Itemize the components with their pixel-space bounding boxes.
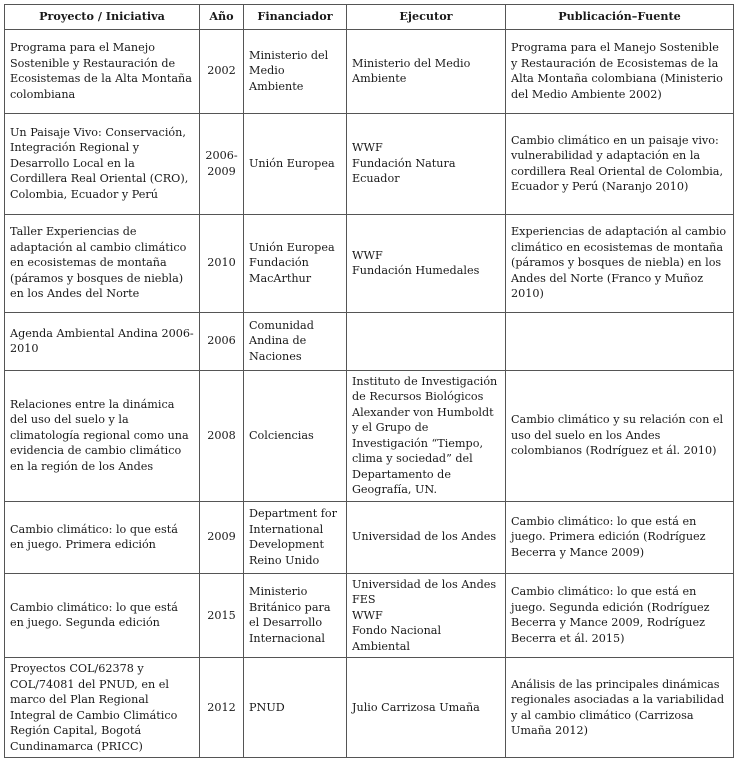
table-header	[5, 5, 734, 30]
cell-ejecutor	[347, 29, 506, 113]
ejecutor-line: Universidad de los Andes	[352, 577, 497, 591]
cell-proyecto: Proyectos COL/62378 y COL/74081 del PNUD, en el marco del Plan Regional Integral de Cambio Climático Región Capital, Bogotá Cundinamarca (PRICC)	[5, 658, 200, 758]
cell-proyecto: Taller Experiencias de adaptación al cambio climático en ecosistemas de montaña (páramos y bosques de niebla) en los Andes del Norte	[5, 214, 200, 312]
cell-proyecto: Agenda Ambiental Andina 2006-2010	[5, 312, 200, 370]
cell-proyecto: Relaciones entre la dinámica del uso del suelo y la climatología regional como una evidencia de cambio climático en la región de los Andes	[5, 370, 200, 501]
cell-publicacion: Cambio climático: lo que está en juego. Segunda edición (Rodríguez Becerra y Mance 2009, Rodríguez Becerra et ál. 2015)	[506, 573, 734, 658]
projects-table	[4, 4, 734, 758]
table-row	[5, 113, 734, 214]
cell-anio: 2006-2009	[200, 113, 244, 214]
ejecutor-line: WWF	[352, 141, 383, 155]
ejecutor-line: Instituto de Investigación de Recursos Biológicos Alexander von Humboldt y el Grupo de Investigación “Tiempo, clima y sociedad” del Departamento de Geografía, UN.	[352, 374, 498, 496]
ejecutor-line: Universidad de los Andes	[352, 530, 497, 544]
cell-financiador: Comunidad Andina de Naciones	[244, 312, 347, 370]
cell-anio: 2015	[200, 573, 244, 658]
cell-ejecutor	[347, 573, 506, 658]
cell-ejecutor	[347, 370, 506, 501]
ejecutor-line: Fundación Natura Ecuador	[352, 156, 456, 186]
table-row	[5, 214, 734, 312]
cell-financiador: PNUD	[244, 658, 347, 758]
cell-anio: 2012	[200, 658, 244, 758]
cell-publicacion: Programa para el Manejo Sostenible y Restauración de Ecosistemas de la Alta Montaña colombiana (Ministerio del Medio Ambiente 2002)	[506, 29, 734, 113]
cell-proyecto: Programa para el Manejo Sostenible y Restauración de Ecosistemas de la Alta Montaña colombiana	[5, 29, 200, 113]
cell-anio: 2010	[200, 214, 244, 312]
cell-publicacion: Cambio climático y su relación con el uso del suelo en los Andes colombianos (Rodríguez et ál. 2010)	[506, 370, 734, 501]
header-row	[5, 5, 734, 30]
table-row	[5, 658, 734, 758]
ejecutor-line: FES	[352, 593, 376, 606]
header-financiador: Financiador	[244, 5, 347, 30]
cell-ejecutor	[347, 113, 506, 214]
header-anio: Año	[200, 5, 244, 30]
cell-proyecto: Un Paisaje Vivo: Conservación, Integración Regional y Desarrollo Local en la Cordillera Real Oriental (CRO), Colombia, Ecuador y Perú	[5, 113, 200, 214]
ejecutor-line: Fondo Nacional Ambiental	[352, 624, 442, 653]
cell-financiador: Colciencias	[244, 370, 347, 501]
cell-financiador: Unión Europea Fundación MacArthur	[244, 214, 347, 312]
cell-financiador: Ministerio del Medio Ambiente	[244, 29, 347, 113]
cell-publicacion: Análisis de las principales dinámicas regionales asociadas a la variabilidad y al cambio climático (Carrizosa Umaña 2012)	[506, 658, 734, 758]
cell-financiador: Unión Europea	[244, 113, 347, 214]
table-row	[5, 370, 734, 501]
cell-ejecutor	[347, 501, 506, 573]
cell-anio: 2002	[200, 29, 244, 113]
header-proyecto: Proyecto / Iniciativa	[5, 5, 200, 30]
table-row	[5, 29, 734, 113]
projects-table-container	[4, 4, 733, 758]
table-body	[5, 29, 734, 758]
cell-publicacion	[506, 312, 734, 370]
cell-publicacion: Cambio climático: lo que está en juego. Primera edición (Rodríguez Becerra y Mance 2009)	[506, 501, 734, 573]
cell-ejecutor	[347, 312, 506, 370]
table-row	[5, 312, 734, 370]
cell-financiador: Ministerio Británico para el Desarrollo Internacional	[244, 573, 347, 658]
cell-publicacion: Cambio climático en un paisaje vivo: vulnerabilidad y adaptación en la cordillera Real Oriental de Colombia, Ecuador y Perú (Naranjo 2010)	[506, 113, 734, 214]
cell-financiador: Department for International Development Reino Unido	[244, 501, 347, 573]
cell-anio: 2006	[200, 312, 244, 370]
ejecutor-line: WWF	[352, 248, 383, 262]
cell-proyecto: Cambio climático: lo que está en juego. Primera edición	[5, 501, 200, 573]
cell-publicacion: Experiencias de adaptación al cambio climático en ecosistemas de montaña (páramos y bosques de niebla) en los Andes del Norte (Franco y Muñoz 2010)	[506, 214, 734, 312]
table-row	[5, 501, 734, 573]
ejecutor-line: Fundación Humedales	[352, 264, 480, 277]
cell-ejecutor	[347, 214, 506, 312]
header-ejecutor: Ejecutor	[347, 5, 506, 30]
table-row	[5, 573, 734, 658]
ejecutor-line: WWF	[352, 608, 383, 622]
header-publicacion: Publicación–Fuente	[506, 5, 734, 30]
cell-anio: 2009	[200, 501, 244, 573]
cell-proyecto: Cambio climático: lo que está en juego. Segunda edición	[5, 573, 200, 658]
cell-ejecutor	[347, 658, 506, 758]
ejecutor-line: Ministerio del Medio Ambiente	[352, 56, 471, 85]
ejecutor-line: Julio Carrizosa Umaña	[352, 700, 480, 714]
cell-anio: 2008	[200, 370, 244, 501]
